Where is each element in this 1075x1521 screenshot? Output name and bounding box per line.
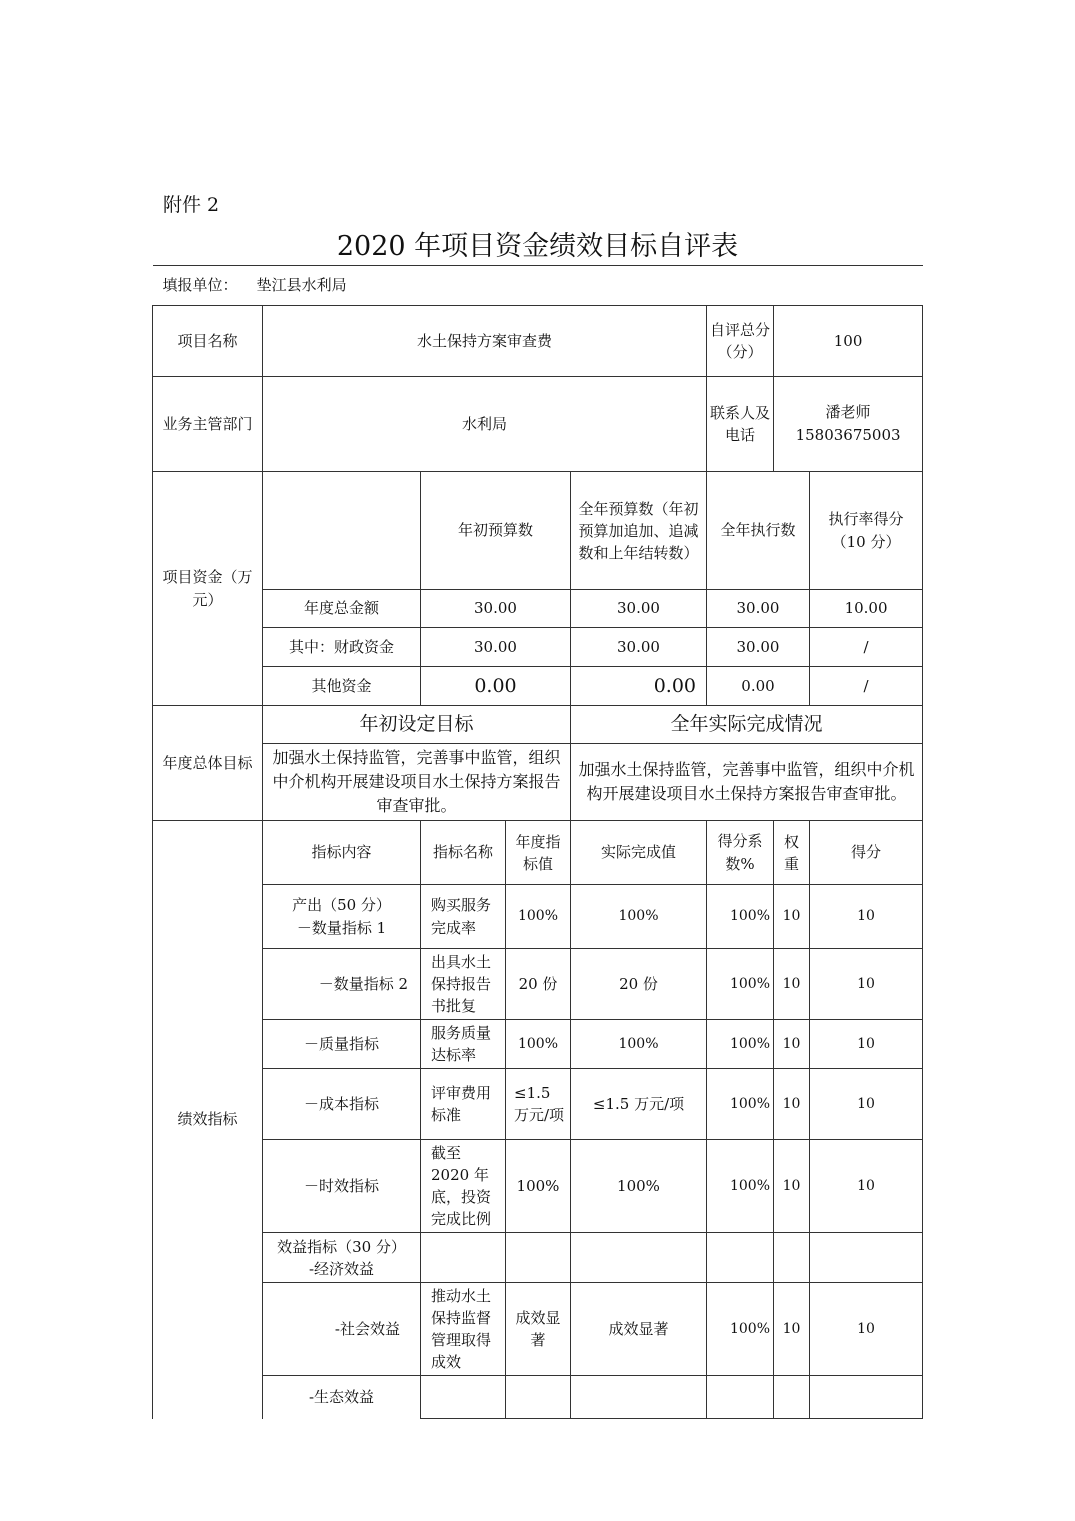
goals-planned-text: 加强水土保持监管，完善事中监管，组织中介机构开展建设项目水土保持方案报告审查审批。: [263, 744, 571, 821]
indicator-weight: 10: [774, 1020, 810, 1069]
goals-actual-header: 全年实际完成情况: [571, 706, 923, 744]
indicator-score: [810, 1376, 923, 1419]
indicator-weight: [774, 1233, 810, 1283]
page-title: 2020 年项目资金绩效目标自评表: [336, 231, 739, 262]
funds-header-initial: 年初预算数: [421, 472, 571, 590]
indicator-header-weight: 权重: [774, 821, 810, 885]
indicator-actual: 20 份: [571, 949, 707, 1020]
indicator-score: [810, 1233, 923, 1283]
indicator-name: 推动水土保持监督管理取得成效: [421, 1283, 506, 1376]
indicator-coef: 100%: [707, 1140, 774, 1233]
indicator-actual: 100%: [571, 1140, 707, 1233]
unit-row: [153, 266, 923, 306]
indicator-content: －成本指标: [263, 1069, 421, 1140]
indicator-target: [506, 1233, 571, 1283]
goals-label: 年度总体目标: [153, 706, 263, 821]
indicator-actual: 100%: [571, 885, 707, 949]
indicator-coef: [707, 1233, 774, 1283]
indicator-row: [153, 1283, 923, 1376]
indicator-weight: [774, 1376, 810, 1419]
indicator-target: 20 份: [506, 949, 571, 1020]
indicator-row: [153, 885, 923, 949]
indicator-weight: 10: [774, 1140, 810, 1233]
goals-actual-text: 加强水土保持监管，完善事中监管，组织中介机构开展建设项目水土保持方案报告审查审批。: [571, 744, 923, 821]
indicator-actual: ≤1.5 万元/项: [571, 1069, 707, 1140]
indicator-weight: 10: [774, 885, 810, 949]
score-label: 自评总分（分）: [707, 306, 774, 377]
contact-name: 潘老师: [825, 403, 871, 421]
funds-header-row: [153, 472, 923, 590]
indicator-content: －时效指标: [263, 1140, 421, 1233]
indicator-content: －质量指标: [263, 1020, 421, 1069]
indicator-actual: 成效显著: [571, 1283, 707, 1376]
indicators-label: 绩效指标: [153, 821, 263, 1419]
indicator-row: [153, 1233, 923, 1283]
project-name-label: 项目名称: [153, 306, 263, 377]
contact-phone: 15803675003: [795, 426, 901, 444]
indicator-target: 100%: [506, 1140, 571, 1233]
indicator-weight: 10: [774, 949, 810, 1020]
indicator-header-content: 指标内容: [263, 821, 421, 885]
indicator-score: 10: [810, 1140, 923, 1233]
funds-row-score: /: [810, 667, 923, 706]
indicator-name: 截至 2020 年底，投资完成比例: [421, 1140, 506, 1233]
funds-row-name: 年度总金额: [263, 590, 421, 628]
unit-value: 垫江县水利局: [256, 276, 347, 294]
indicator-header-actual: 实际完成值: [571, 821, 707, 885]
indicator-row: [153, 1376, 923, 1419]
funds-row-name: 其中：财政资金: [263, 628, 421, 667]
funds-row-full-year: 30.00: [571, 590, 707, 628]
indicator-score: 10: [810, 885, 923, 949]
contact-value: [774, 377, 923, 472]
funds-row-executed: 30.00: [707, 628, 810, 667]
funds-row: [153, 667, 923, 706]
indicator-coef: 100%: [707, 1283, 774, 1376]
indicator-name: 出具水土保持报告书批复: [421, 949, 506, 1020]
indicator-row: [153, 949, 923, 1020]
funds-row-initial: 30.00: [421, 590, 571, 628]
dept-label: 业务主管部门: [153, 377, 263, 472]
indicator-coef: 100%: [707, 885, 774, 949]
indicator-name: [421, 1233, 506, 1283]
indicator-target: 100%: [506, 885, 571, 949]
indicator-row: [153, 1020, 923, 1069]
indicator-content: 效益指标（30 分） -经济效益: [263, 1233, 421, 1283]
funds-label: 项目资金（万元）: [153, 472, 263, 706]
indicator-coef: 100%: [707, 1020, 774, 1069]
indicator-weight: 10: [774, 1283, 810, 1376]
indicator-header-coef: 得分系数%: [707, 821, 774, 885]
indicator-actual: 100%: [571, 1020, 707, 1069]
project-name-value: 水土保持方案审查费: [263, 306, 707, 377]
indicator-weight: 10: [774, 1069, 810, 1140]
funds-row-score: /: [810, 628, 923, 667]
indicator-header-name: 指标名称: [421, 821, 506, 885]
indicator-name: [421, 1376, 506, 1419]
evaluation-table: [152, 265, 923, 1419]
indicator-target: 成效显著: [506, 1283, 571, 1376]
dept-value: 水利局: [263, 377, 707, 472]
score-value: 100: [774, 306, 923, 377]
attachment-label: 附件 2: [163, 194, 220, 216]
indicator-coef: 100%: [707, 1069, 774, 1140]
unit-label: 填报单位：: [162, 276, 238, 294]
funds-header-rate-score: 执行率得分（10 分）: [810, 472, 923, 590]
indicator-header-row: [153, 821, 923, 885]
contact-label: 联系人及电话: [707, 377, 774, 472]
indicator-coef: [707, 1376, 774, 1419]
funds-row-initial: 0.00: [421, 667, 571, 706]
project-name-row: [153, 306, 923, 377]
indicator-score: 10: [810, 1283, 923, 1376]
goals-header-row: [153, 706, 923, 744]
funds-row-executed: 0.00: [707, 667, 810, 706]
funds-row-score: 10.00: [810, 590, 923, 628]
indicator-content: -生态效益: [263, 1376, 421, 1419]
funds-header-full-year: 全年预算数（年初预算加追加、追减数和上年结转数）: [571, 472, 707, 590]
indicator-target: [506, 1376, 571, 1419]
indicator-content: -社会效益: [263, 1283, 421, 1376]
indicator-name: 评审费用标准: [421, 1069, 506, 1140]
department-row: [153, 377, 923, 472]
indicator-content: 产出（50 分） －数量指标 1: [263, 885, 421, 949]
funds-row-full-year: 0.00: [571, 667, 707, 706]
indicator-coef: 100%: [707, 949, 774, 1020]
indicator-name: 服务质量达标率: [421, 1020, 506, 1069]
funds-row: [153, 590, 923, 628]
funds-row-name: 其他资金: [263, 667, 421, 706]
indicator-content: －数量指标 2: [263, 949, 421, 1020]
indicator-target: ≤1.5 万元/项: [506, 1069, 571, 1140]
indicator-target: 100%: [506, 1020, 571, 1069]
funds-row: [153, 628, 923, 667]
indicator-name: 购买服务完成率: [421, 885, 506, 949]
indicator-score: 10: [810, 1020, 923, 1069]
indicator-actual: [571, 1376, 707, 1419]
indicator-row: [153, 1069, 923, 1140]
indicator-score: 10: [810, 1069, 923, 1140]
funds-row-initial: 30.00: [421, 628, 571, 667]
indicator-row: [153, 1140, 923, 1233]
goals-text-row: [153, 744, 923, 821]
funds-row-executed: 30.00: [707, 590, 810, 628]
indicator-header-target: 年度指标值: [506, 821, 571, 885]
indicator-score: 10: [810, 949, 923, 1020]
goals-planned-header: 年初设定目标: [263, 706, 571, 744]
indicator-actual: [571, 1233, 707, 1283]
indicator-header-score: 得分: [810, 821, 923, 885]
funds-row-full-year: 30.00: [571, 628, 707, 667]
funds-header-executed: 全年执行数: [707, 472, 810, 590]
